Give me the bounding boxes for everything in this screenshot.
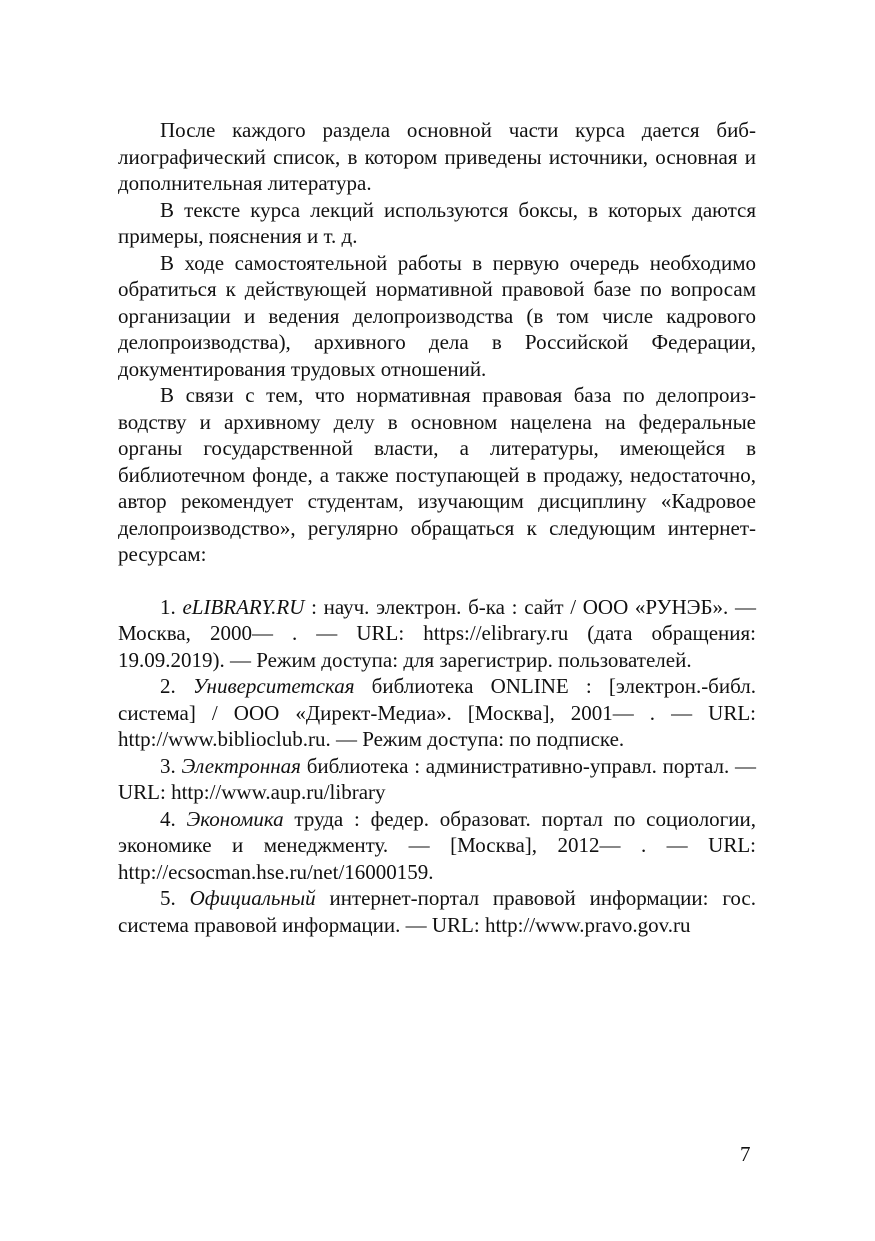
- reference-details: : науч. электрон. б-ка : сайт / ООО «РУНЭБ». — Москва, 2000— . — URL: https://elibrary.ru (дата обращения: 19.09.2019). — Режим доступа: для зарегистрир. пользователей.: [118, 594, 756, 672]
- reference-number: 4.: [160, 806, 176, 831]
- reference-item: [118, 753, 756, 806]
- reference-item: [118, 806, 756, 886]
- reference-title: eLIBRARY.RU: [182, 594, 305, 619]
- reference-title: Электронная: [181, 753, 301, 778]
- reference-item: [118, 885, 756, 938]
- reference-number: 2.: [160, 674, 176, 698]
- reference-number: 3.: [160, 753, 176, 778]
- reference-details: труда : федер. образоват. портал по социологии, экономике и менеджменту. — [Москва], 2012— . — URL: http://ecsocman.hse.ru/net/16000159.: [118, 806, 757, 884]
- reference-title: Официальный: [189, 886, 316, 910]
- reference-details: библиотека ONLINE : [электрон.-библ. система] / ООО «Директ-Медиа». [Москва], 2001— . — URL: http://www.biblioclub.ru. — Режим доступа: по подписке.: [118, 674, 756, 751]
- page-content: [118, 117, 756, 938]
- body-paragraph: В тексте курса лекций используются боксы, в которых даются примеры, пояснения и т. д.: [118, 197, 756, 248]
- page-number: 7: [740, 1142, 751, 1166]
- reference-title: Университетская: [192, 674, 355, 698]
- reference-list: [118, 594, 756, 939]
- reference-number: 1.: [160, 594, 176, 619]
- body-paragraph: В связи с тем, что нормативная правовая база по делопроизводству и архивному делу в основном нацелена на федеральные органы государственной власти, а литературы, имеющейся в библиотечном фонде, а также поступающей в продажу, недостаточно, автор рекомендует студентам, изучающим дисциплину «Кадровое делопроизводство», регулярно обращаться к следующим интернет-ресурсам:: [118, 383, 756, 566]
- reference-details: библиотека : административно-управл. портал. — URL: http://www.aup.ru/library: [118, 753, 756, 804]
- body-paragraph: В ходе самостоятельной работы в первую очередь необходимо обратиться к действующей нормативной правовой базе по вопросам организации и ведения делопроизводства (в том числе кадрового делопроизводства), архивного дела в Российской Федерации, документирования трудовых отношений.: [118, 250, 756, 381]
- reference-number: 5.: [160, 886, 176, 910]
- body-paragraph: После каждого раздела основной части курса дается библиографический список, в котором приведены источники, основная и дополнительная литература.: [118, 118, 756, 195]
- reference-item: [118, 594, 756, 674]
- reference-title: Экономика: [186, 806, 284, 831]
- reference-details: интернет-портал правовой информации: гос. система правовой информации. — URL: http://www.pravo.gov.ru: [118, 886, 757, 937]
- reference-item: [118, 673, 756, 753]
